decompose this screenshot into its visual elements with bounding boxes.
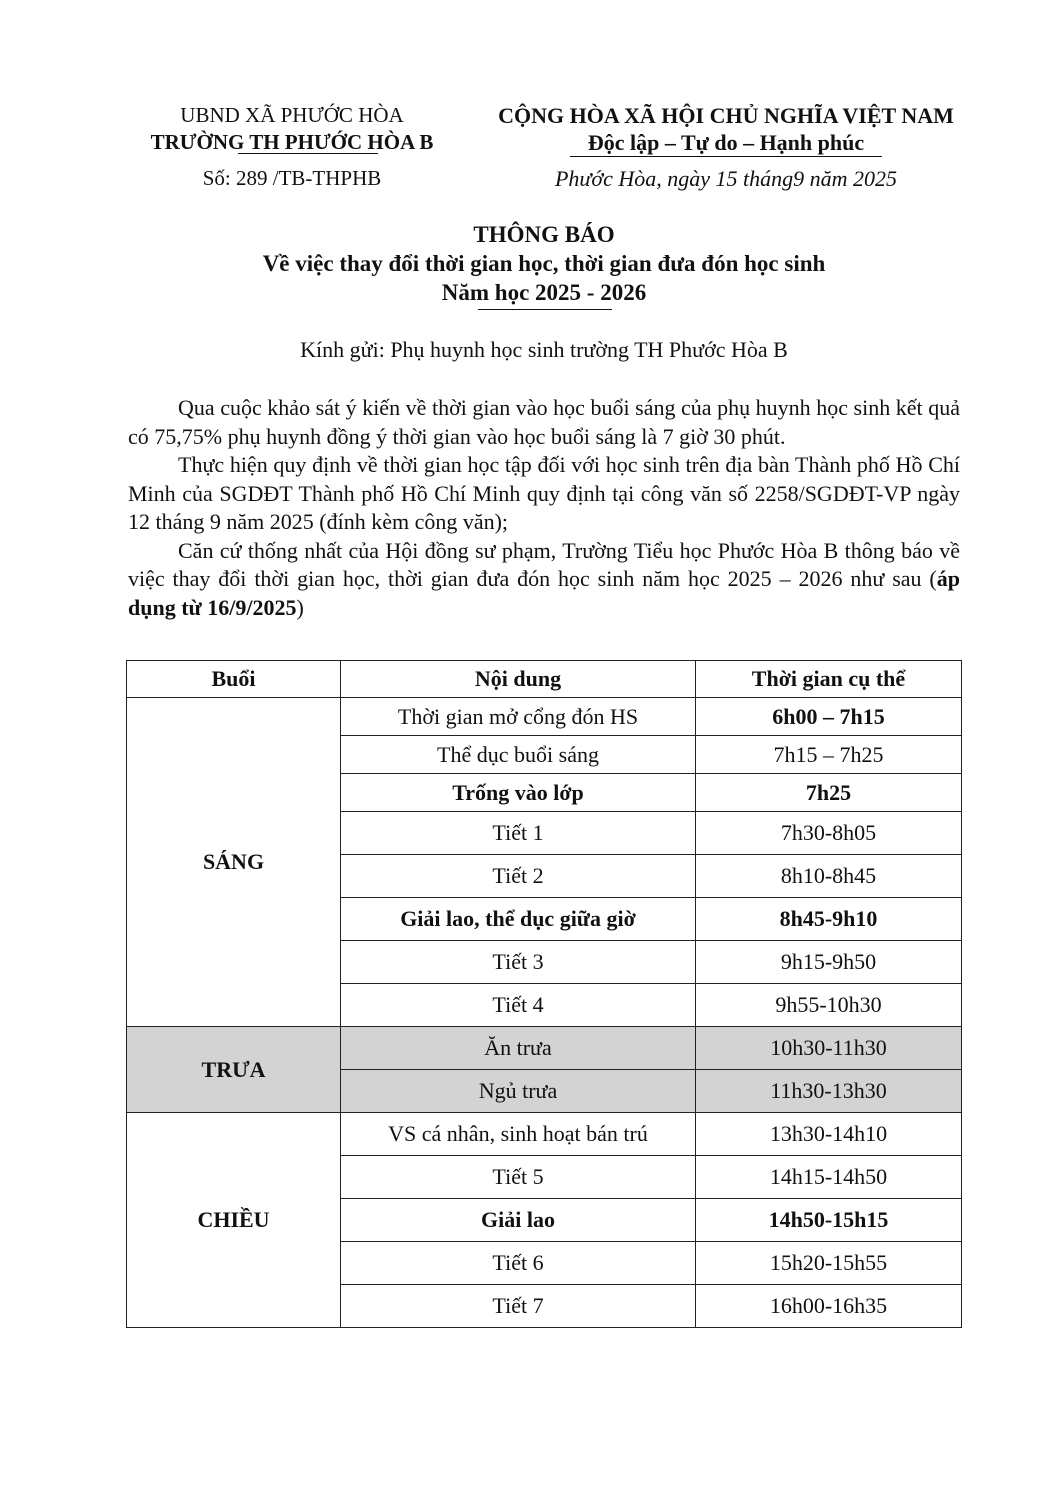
row-content: Thời gian mở cổng đón HS	[341, 698, 696, 736]
session-morning: SÁNG	[127, 698, 341, 1027]
row-time: 10h30-11h30	[696, 1027, 962, 1070]
schedule-table	[126, 660, 962, 1328]
title-underline	[478, 309, 612, 310]
row-time: 6h00 – 7h15	[696, 698, 962, 736]
recipient: Kính gửi: Phụ huynh học sinh trường TH Phước Hòa B	[300, 337, 788, 362]
row-content: Tiết 4	[341, 984, 696, 1027]
title-block	[128, 220, 960, 307]
row-time: 11h30-13h30	[696, 1070, 962, 1113]
paragraph-decision-text: Căn cứ thống nhất của Hội đồng sư phạm, Trường Tiểu học Phước Hòa B thông báo về việc thay đổi thời gian học, thời gian đưa đón học sinh năm học 2025 – 2026 như sau (	[128, 537, 960, 591]
authority-name: UBND XÃ PHƯỚC HÒA	[180, 103, 404, 127]
row-time: 16h00-16h35	[696, 1285, 962, 1328]
motto-underline	[570, 156, 882, 157]
row-content: Ăn trưa	[341, 1027, 696, 1070]
row-time: 13h30-14h10	[696, 1113, 962, 1156]
header-right	[478, 102, 974, 192]
table-row	[127, 1027, 962, 1070]
row-content: Tiết 2	[341, 855, 696, 898]
row-content: Giải lao	[341, 1199, 696, 1242]
header-left	[128, 102, 456, 192]
row-content: VS cá nhân, sinh hoạt bán trú	[341, 1113, 696, 1156]
country-name: CỘNG HÒA XÃ HỘI CHỦ NGHĨA VIỆT NAM	[498, 103, 954, 128]
row-time: 15h20-15h55	[696, 1242, 962, 1285]
row-time: 9h15-9h50	[696, 941, 962, 984]
place-date: Phước Hòa, ngày 15 tháng9 năm 2025	[554, 166, 898, 191]
row-content: Tiết 7	[341, 1285, 696, 1328]
row-content: Trống vào lớp	[341, 774, 696, 812]
row-time: 7h30-8h05	[696, 812, 962, 855]
body-text	[128, 394, 960, 622]
row-time: 9h55-10h30	[696, 984, 962, 1027]
paragraph-decision-end: )	[296, 594, 304, 620]
paragraph-decision	[128, 537, 960, 623]
paragraph-survey: Qua cuộc khảo sát ý kiến về thời gian vào học buổi sáng của phụ huynh học sinh kết quả có 75,75% phụ huynh đồng ý thời gian vào học buổi sáng là 7 giờ 30 phút.	[128, 395, 960, 449]
table-row	[127, 698, 962, 736]
row-content: Giải lao, thể dục giữa giờ	[341, 898, 696, 941]
row-time: 7h15 – 7h25	[696, 736, 962, 774]
header-session: Buổi	[127, 661, 341, 698]
row-content: Tiết 5	[341, 1156, 696, 1199]
row-content: Ngủ trưa	[341, 1070, 696, 1113]
paragraph-regulation: Thực hiện quy định về thời gian học tập đối với học sinh trên địa bàn Thành phố Hồ Chí Minh của SGDĐT Thành phố Hồ Chí Minh quy định tại công văn số 2258/SGDĐT-VP ngày 12 tháng 9 năm 2025 (đính kèm công văn);	[128, 452, 960, 534]
school-name: TRƯỜNG TH PHƯỚC HÒA B	[150, 130, 434, 154]
row-time: 14h15-14h50	[696, 1156, 962, 1199]
document-type: THÔNG BÁO	[473, 222, 615, 247]
session-afternoon: CHIỀU	[127, 1113, 341, 1328]
header-time: Thời gian cụ thể	[696, 661, 962, 698]
row-time: 7h25	[696, 774, 962, 812]
effective-date: áp dụng từ 16/9/2025	[128, 566, 960, 620]
document-number: Số: 289 /TB-THPHB	[202, 166, 382, 190]
document-subject: Về việc thay đổi thời gian học, thời gian đưa đón học sinh	[262, 251, 826, 276]
header-left-underline	[238, 153, 378, 154]
school-year: Năm học 2025 - 2026	[441, 280, 647, 305]
row-content: Tiết 6	[341, 1242, 696, 1285]
motto: Độc lập – Tự do – Hạnh phúc	[587, 130, 865, 155]
session-noon: TRƯA	[127, 1027, 341, 1113]
row-content: Tiết 3	[341, 941, 696, 984]
row-time: 14h50-15h15	[696, 1199, 962, 1242]
table-header-row	[127, 661, 962, 698]
row-content: Tiết 1	[341, 812, 696, 855]
row-content: Thể dục buổi sáng	[341, 736, 696, 774]
header-content: Nội dung	[341, 661, 696, 698]
table-row	[127, 1113, 962, 1156]
row-time: 8h10-8h45	[696, 855, 962, 898]
row-time: 8h45-9h10	[696, 898, 962, 941]
